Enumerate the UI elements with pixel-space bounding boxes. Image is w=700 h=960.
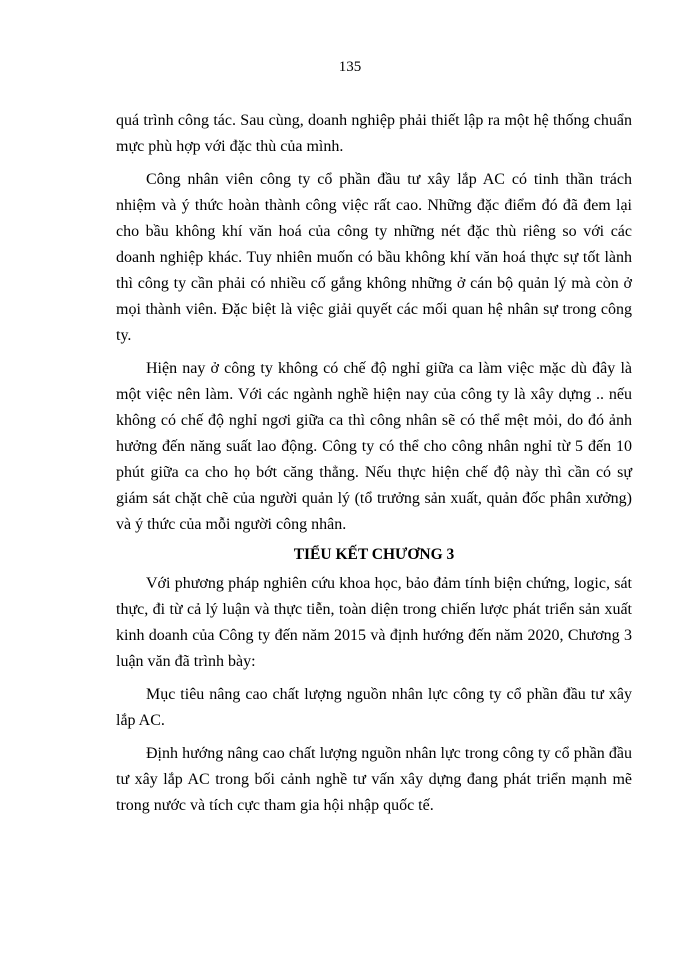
paragraph-company-culture: Công nhân viên công ty cổ phần đầu tư xây lắp AC có tinh thần trách nhiệm và ý thức hoàn thành công việc rất cao. Những đặc điểm đó đã đem lại cho bầu không khí văn hoá của công ty những nét đặc thù riêng so với các doanh nghiệp khác. Tuy nhiên muốn có bầu không khí văn hoá thực sự tốt lành thì công ty cần phải có nhiều cố gắng không những ở cán bộ quản lý mà còn ở mọi thành viên. Đặc biệt là việc giải quyết các mối quan hệ nhân sự trong công ty. xyxy=(116,171,632,344)
section-heading: TIỂU KẾT CHƯƠNG 3 xyxy=(293,546,455,563)
summary-objective: Mục tiêu nâng cao chất lượng nguồn nhân lực công ty cổ phần đầu tư xây lắp AC. xyxy=(116,686,632,729)
summary-intro: Với phương pháp nghiên cứu khoa học, bảo đảm tính biện chứng, logic, sát thực, đi từ cả lý luận và thực tiễn, toàn diện trong chiến lược phát triển sản xuất kinh doanh của Công ty đến năm 2015 và định hướng đến năm 2020, Chương 3 luận văn đã trình bày: xyxy=(116,575,632,670)
summary-orientation: Định hướng nâng cao chất lượng nguồn nhân lực trong công ty cổ phần đầu tư xây lắp AC trong bối cảnh nghề tư vấn xây dựng đang phát triển mạnh mẽ trong nước và tích cực tham gia hội nhập quốc tế. xyxy=(116,745,632,814)
paragraph-continuation: quá trình công tác. Sau cùng, doanh nghiệp phải thiết lập ra một hệ thống chuẩn mực phù hợp với đặc thù của mình. xyxy=(116,112,632,155)
paragraph-break-policy: Hiện nay ở công ty không có chế độ nghỉ giữa ca làm việc mặc dù đây là một việc nên làm. Với các ngành nghề hiện nay của công ty là xây dựng .. nếu không có chế độ nghỉ ngơi giữa ca thì công nhân sẽ có thể mệt mỏi, do đó ảnh hưởng đến năng suất lao động. Công ty có thể cho công nhân nghỉ từ 5 đến 10 phút giữa ca cho họ bớt căng thẳng. Nếu thực hiện chế độ này thì cần có sự giám sát chặt chẽ của người quản lý (tổ trưởng sản xuất, quản đốc phân xưởng) và ý thức của mỗi người công nhân. xyxy=(116,360,632,533)
page-content xyxy=(116,108,632,819)
page-number: 135 xyxy=(338,59,362,75)
